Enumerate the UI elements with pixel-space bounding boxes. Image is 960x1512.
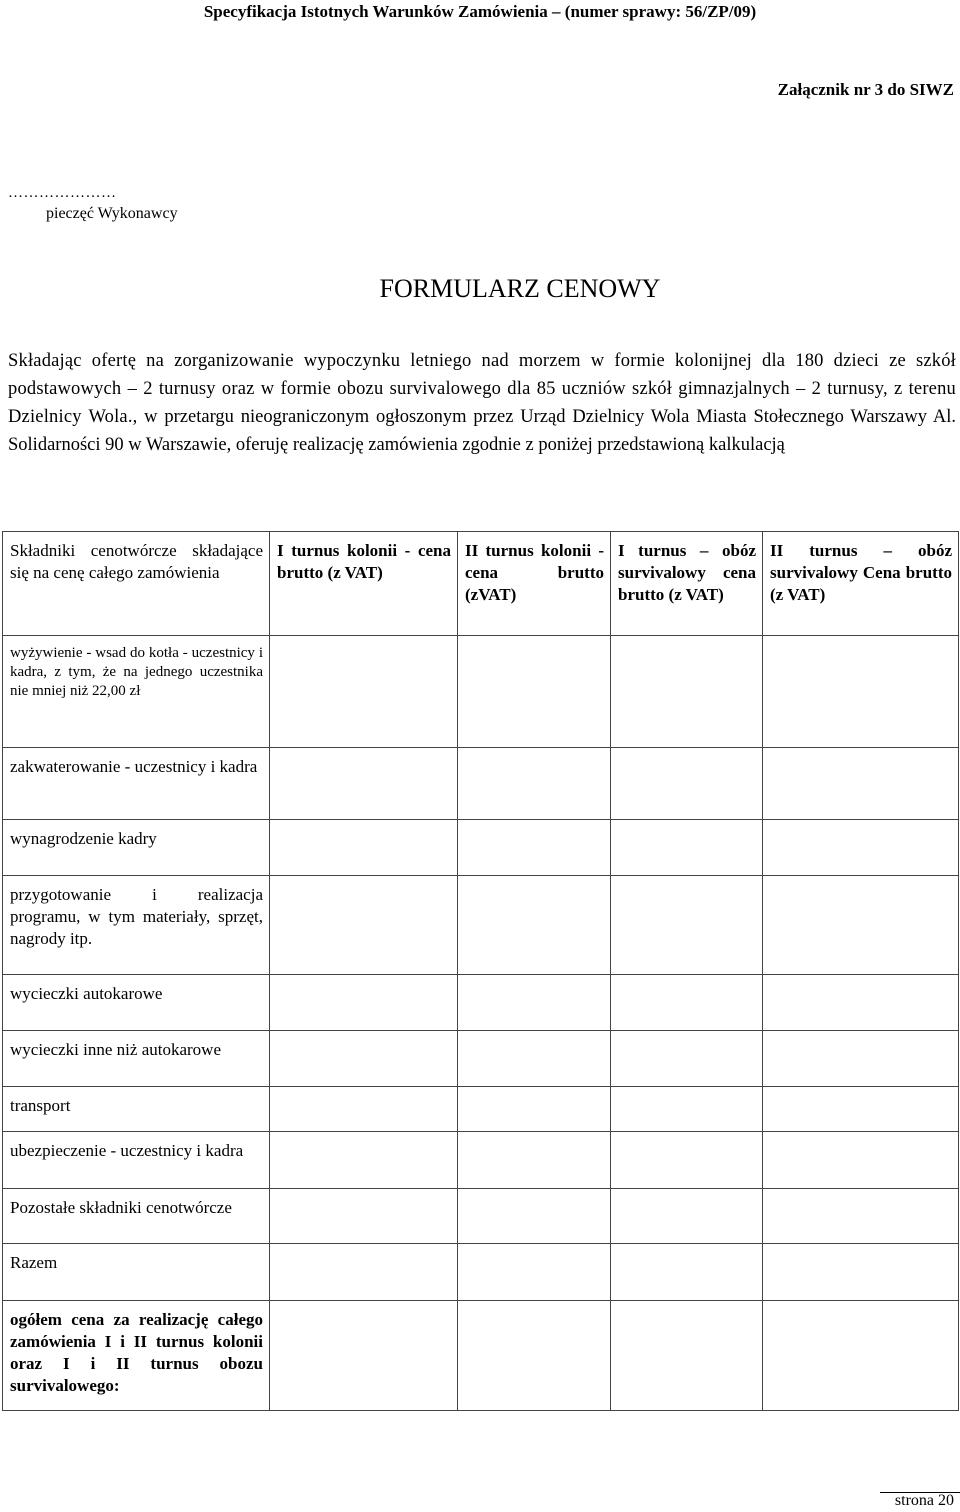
price-cell[interactable] (458, 820, 611, 876)
price-cell[interactable] (611, 820, 763, 876)
header-col-2: II turnus kolonii - cena brutto (zVAT) (458, 532, 611, 636)
row-label: przygotowanie i realizacja programu, w tym materiały, sprzęt, nagrody itp. (3, 876, 270, 975)
table-row (3, 1189, 959, 1244)
stamp-dots: ………………… (8, 185, 117, 201)
header-col-1: I turnus kolonii - cena brutto (z VAT) (270, 532, 458, 636)
intro-paragraph (8, 347, 956, 459)
table-row (3, 876, 959, 975)
price-cell[interactable] (763, 975, 959, 1031)
price-cell[interactable] (611, 636, 763, 748)
price-cell[interactable] (270, 975, 458, 1031)
header-col-3: I turnus – obóz survivalowy cena brutto (z VAT) (611, 532, 763, 636)
price-cell[interactable] (611, 1189, 763, 1244)
intro-part-1: Składając ofertę na zorganizowanie wypoczynku letniego nad morzem w formie kolonijnej dla 180 dzieci ze szkół podstawowych – 2 turnusy oraz w formie obozu survivalowego dla 85 uczniów szkół gimnazjalnych – 2 turnusy, z terenu Dzielnicy Wola. (8, 351, 956, 427)
price-cell[interactable] (458, 1301, 611, 1411)
price-cell[interactable] (458, 1031, 611, 1087)
table-row (3, 1031, 959, 1087)
price-cell[interactable] (611, 1132, 763, 1189)
document-header: Specyfikacja Istotnych Warunków Zamówienia – (numer sprawy: 56/ZP/09) (203, 2, 757, 21)
price-cell[interactable] (611, 1031, 763, 1087)
price-cell[interactable] (270, 820, 458, 876)
table-row (3, 636, 959, 748)
table-row (3, 748, 959, 820)
price-cell[interactable] (763, 1189, 959, 1244)
table-row (3, 1244, 959, 1301)
price-cell[interactable] (458, 876, 611, 975)
price-cell[interactable] (270, 1301, 458, 1411)
price-cell[interactable] (763, 1301, 959, 1411)
row-label: wycieczki inne niż autokarowe (3, 1031, 270, 1087)
price-cell[interactable] (611, 748, 763, 820)
table-row (3, 1132, 959, 1189)
price-cell[interactable] (763, 748, 959, 820)
price-cell[interactable] (611, 876, 763, 975)
page-number: strona 20 (894, 1492, 954, 1509)
row-label: transport (3, 1087, 270, 1132)
table-header-row (3, 532, 959, 636)
price-cell[interactable] (458, 1087, 611, 1132)
price-cell[interactable] (270, 748, 458, 820)
form-title: FORMULARZ CENOWY (379, 274, 661, 303)
intro-part-3: Solidarności 90 w Warszawie, oferuję realizację zamówienia zgodnie z poniżej przedstawioną kalkulacją (8, 435, 785, 455)
row-label: Pozostałe składniki cenotwórcze (3, 1189, 270, 1244)
price-cell[interactable] (763, 1244, 959, 1301)
table-row-total (3, 1301, 959, 1411)
header-components: Składniki cenotwórcze składające się na cenę całego zamówienia (3, 532, 270, 636)
price-cell[interactable] (458, 1244, 611, 1301)
price-cell[interactable] (458, 975, 611, 1031)
row-label: wycieczki autokarowe (3, 975, 270, 1031)
price-cell[interactable] (611, 1244, 763, 1301)
price-cell[interactable] (763, 876, 959, 975)
price-cell[interactable] (270, 1031, 458, 1087)
price-cell[interactable] (458, 636, 611, 748)
price-cell[interactable] (270, 1244, 458, 1301)
price-cell[interactable] (270, 1087, 458, 1132)
table-row (3, 1087, 959, 1132)
price-cell[interactable] (763, 1031, 959, 1087)
price-cell[interactable] (611, 975, 763, 1031)
row-label: ubezpieczenie - uczestnicy i kadra (3, 1132, 270, 1189)
price-cell[interactable] (763, 1087, 959, 1132)
row-label: Razem (3, 1244, 270, 1301)
price-cell[interactable] (458, 748, 611, 820)
annex-label: Załącznik nr 3 do SIWZ (777, 80, 954, 99)
stamp-label: pieczęć Wykonawcy (46, 205, 178, 222)
intro-part-2: , w przetargu nieograniczonym ogłoszonym przez Urząd Dzielnicy Wola Miasta Stołecznego Warszawy Al. (132, 407, 956, 427)
price-cell[interactable] (458, 1132, 611, 1189)
price-cell[interactable] (763, 636, 959, 748)
price-table (2, 531, 959, 1411)
price-cell[interactable] (270, 1132, 458, 1189)
table-row (3, 820, 959, 876)
row-label: ogółem cena za realizację całego zamówienia I i II turnus kolonii oraz I i II turnus obozu survivalowego: (3, 1301, 270, 1411)
price-cell[interactable] (611, 1087, 763, 1132)
price-cell[interactable] (270, 1189, 458, 1244)
price-cell[interactable] (611, 1301, 763, 1411)
price-cell[interactable] (270, 636, 458, 748)
price-cell[interactable] (763, 1132, 959, 1189)
table-row (3, 975, 959, 1031)
row-label: wynagrodzenie kadry (3, 820, 270, 876)
row-label: wyżywienie - wsad do kotła - uczestnicy i kadra, z tym, że na jednego uczestnika nie mniej niż 22,00 zł (3, 636, 270, 748)
header-col-4: II turnus – obóz survivalowy Cena brutto (z VAT) (763, 532, 959, 636)
price-cell[interactable] (270, 876, 458, 975)
price-cell[interactable] (458, 1189, 611, 1244)
row-label: zakwaterowanie - uczestnicy i kadra (3, 748, 270, 820)
price-cell[interactable] (763, 820, 959, 876)
